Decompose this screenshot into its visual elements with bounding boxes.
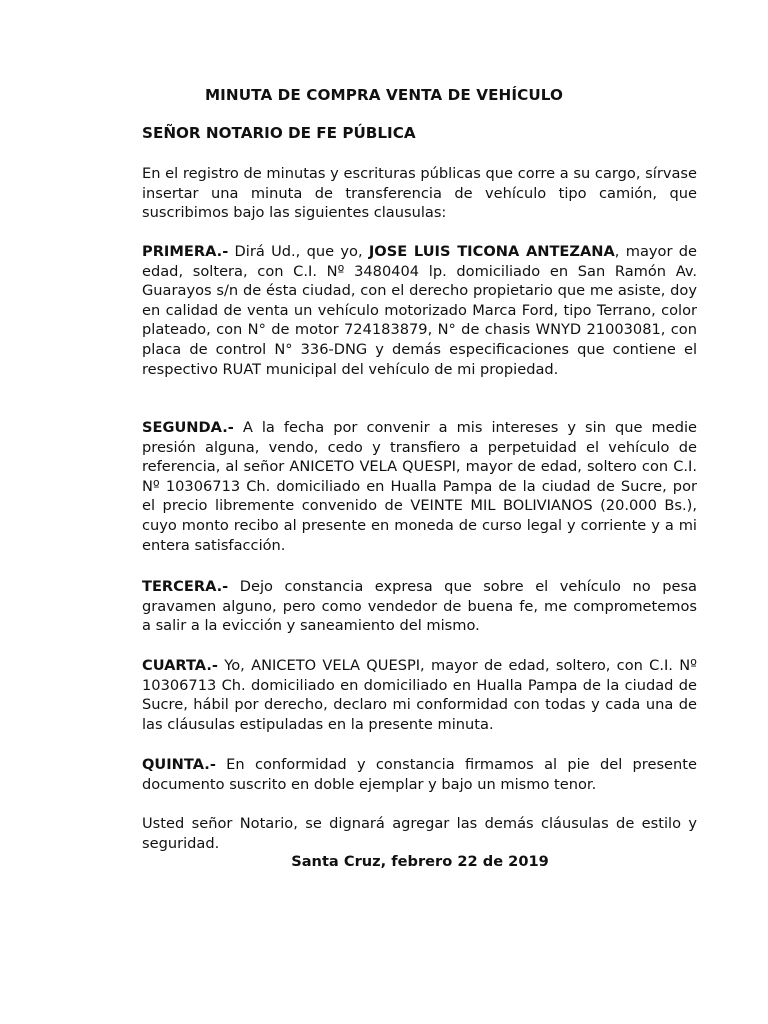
clause-cuarta (142, 656, 697, 734)
clause-tercera-text: Dejo constancia expresa que sobre el vehículo no pesa gravamen alguno, pero como vendedor de buena fe, me comprometemos a salir a la evicción y saneamiento del mismo. (142, 578, 697, 635)
document-title: MINUTA DE COMPRA VENTA DE VEHÍCULO (204, 86, 564, 104)
clause-primera-text-a: Dirá Ud., que yo, (228, 243, 369, 260)
clause-segunda (142, 418, 697, 555)
clause-tercera-label: TERCERA.- (142, 578, 229, 595)
clause-quinta (142, 755, 697, 794)
clause-segunda-text: A la fecha por convenir a mis intereses y sin que medie presión alguna, vendo, cedo y transfiero a perpetuidad el vehículo de referencia, al señor ANICETO VELA QUESPI, mayor de edad, soltero con C.I. Nº 10306713 Ch. domiciliado en Hualla Pampa de la ciudad de Sucre, por el precio libremente convenido de VEINTE MIL BOLIVIANOS (20.000 Bs.), cuyo monto recibo al presente en moneda de curso legal y corriente y a mi entera satisfacción. (142, 419, 697, 554)
clause-primera-label: PRIMERA.- (142, 243, 229, 260)
clause-primera-text-b: , mayor de edad, soltera, con C.I. Nº 3480404 lp. domiciliado en San Ramón Av. Guarayos s/n de ésta ciudad, con el derecho propietario que me asiste, doy en calidad de venta un vehículo motorizado Marca Ford, tipo Terrano, color plateado, con N° de motor 724183879, N° de chasis WNYD 21003081, con placa de control N° 336-DNG y demás especificaciones que contiene el respectivo RUAT municipal del vehículo de mi propiedad. (142, 243, 697, 378)
place-and-date: Santa Cruz, febrero 22 de 2019 (291, 853, 549, 870)
clause-segunda-label: SEGUNDA.- (142, 419, 234, 436)
clause-primera (142, 242, 697, 379)
clause-cuarta-text: Yo, ANICETO VELA QUESPI, mayor de edad, soltero, con C.I. Nº 10306713 Ch. domiciliado en domiciliado en Hualla Pampa de la ciudad de Sucre, hábil por derecho, declaro mi conformidad con todas y cada una de las cláusulas estipuladas en la presente minuta. (142, 657, 697, 733)
closing-paragraph: Usted señor Notario, se dignará agregar las demás cláusulas de estilo y seguridad. (142, 815, 697, 852)
clause-cuarta-label: CUARTA.- (142, 657, 218, 674)
clause-quinta-label: QUINTA.- (142, 756, 216, 773)
clause-tercera (142, 577, 697, 636)
seller-name: JOSE LUIS TICONA ANTEZANA (368, 243, 615, 260)
addressee-heading: SEÑOR NOTARIO DE FE PÚBLICA (142, 124, 416, 142)
intro-paragraph: En el registro de minutas y escrituras públicas que corre a su cargo, sírvase insertar una minuta de transferencia de vehículo tipo camión, que suscribimos bajo las siguientes clausulas: (142, 165, 697, 222)
clause-quinta-text: En conformidad y constancia firmamos al pie del presente documento suscrito en doble ejemplar y bajo un mismo tenor. (142, 756, 697, 793)
